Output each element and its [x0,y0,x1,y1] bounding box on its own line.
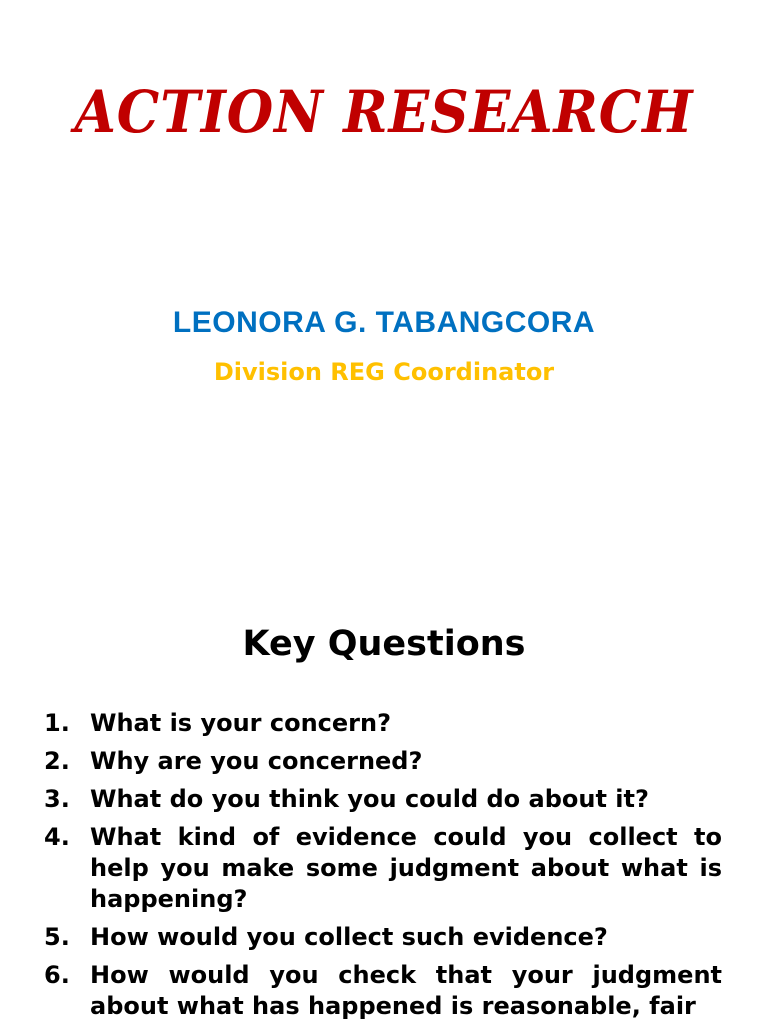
list-item [44,822,722,915]
item-number: 2. [44,747,70,775]
item-number: 1. [44,709,70,737]
key-questions-list [44,708,722,1024]
presenter-name: LEONORA G. TABANGCORA [172,306,596,339]
key-questions-slide [0,576,768,1024]
item-text: How would you collect such evidence? [90,923,608,951]
list-item [44,708,722,739]
list-item [44,784,722,815]
item-text: What kind of evidence could you collect to help you make some judgment about what is happening? [90,823,722,913]
item-text: Why are you concerned? [90,747,423,775]
slide-title: ACTION RESEARCH [74,78,694,146]
item-number: 5. [44,923,70,951]
list-item [44,746,722,777]
key-questions-heading: Key Questions [242,624,526,664]
presenter-role: Division REG Coordinator [213,358,555,386]
item-text: What do you think you could do about it? [90,785,649,813]
item-number: 3. [44,785,70,813]
item-number: 6. [44,961,70,989]
list-item [44,960,722,1022]
item-text: What is your concern? [90,709,392,737]
list-item [44,922,722,953]
item-text: How would you check that your judgment about what has happened is reasonable, fair [90,961,722,1020]
item-number: 4. [44,823,70,851]
